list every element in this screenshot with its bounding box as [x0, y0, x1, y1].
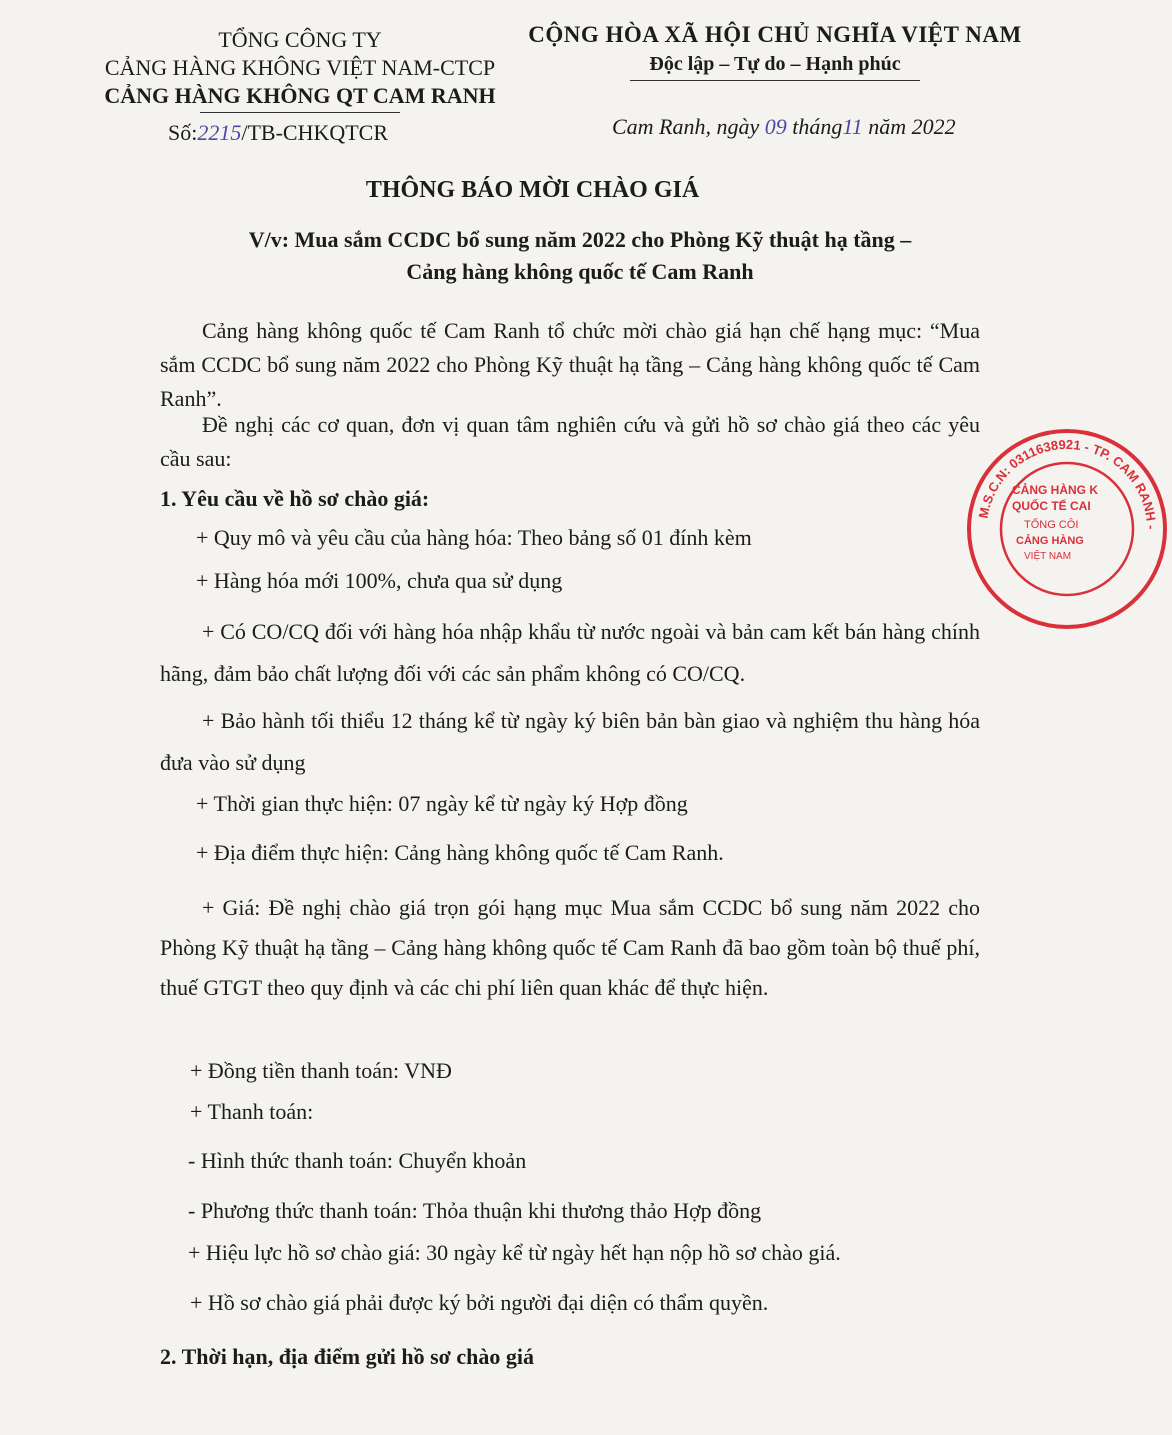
- issuer-name: CẢNG HÀNG KHÔNG QT CAM RANH: [104, 83, 496, 108]
- item-currency: + Đồng tiền thanh toán: VNĐ: [190, 1058, 452, 1083]
- item-time: + Thời gian thực hiện: 07 ngày kể từ ngày ký Hợp đồng: [196, 791, 688, 816]
- section-1-heading: 1. Yêu cầu về hồ sơ chào giá:: [160, 486, 430, 511]
- motto: Độc lập – Tự do – Hạnh phúc: [649, 53, 901, 75]
- item-payment-method: - Phương thức thanh toán: Thỏa thuận khi thương thảo Hợp đồng: [188, 1198, 762, 1223]
- docno-prefix: Số:: [168, 120, 198, 145]
- stamp-ring-text: M.S.C.N: 0311638921 - TP. CAM RANH -: [975, 436, 1160, 530]
- stamp-line5: VIỆT NAM: [1024, 551, 1072, 562]
- item-payment: + Thanh toán:: [190, 1099, 314, 1124]
- item-payment-form: - Hình thức thanh toán: Chuyển khoản: [188, 1148, 527, 1173]
- item-price: + Giá: Đề nghị chào giá trọn gói hạng mục Mua sắm CCDC bổ sung năm 2022 cho Phòng Kỹ thuật hạ tầng – Cảng hàng không quốc tế Cam Ranh đã bao gồm toàn bộ thuế phí, thuế GTGT theo quy định và các chi phí liên quan khác để thực hiện.: [160, 895, 980, 1000]
- company-seal-stamp: [962, 424, 1172, 634]
- document-title: THÔNG BÁO MỜI CHÀO GIÁ: [365, 177, 700, 203]
- subject-line2: Cảng hàng không quốc tế Cam Ranh: [406, 259, 754, 284]
- issuer-parent-line2: CẢNG HÀNG KHÔNG VIỆT NAM-CTCP: [104, 55, 496, 80]
- stamp-line1: CẢNG HÀNG K: [1012, 483, 1098, 497]
- issue-date: [612, 114, 956, 140]
- intro-paragraph: Cảng hàng không quốc tế Cam Ranh tổ chức mời chào giá hạn chế hạng mục: “Mua sắm CCDC bổ sung năm 2022 cho Phòng Kỹ thuật hạ tầng – Cảng hàng không quốc tế Cam Ranh”.: [160, 318, 980, 411]
- stamp-line4: CẢNG HÀNG: [1016, 535, 1084, 547]
- issuer-underline: [200, 112, 400, 113]
- docno-handwritten: 2215: [197, 120, 242, 145]
- section-2-heading: 2. Thời hạn, địa điểm gửi hồ sơ chào giá: [160, 1344, 534, 1369]
- item-signed: + Hồ sơ chào giá phải được ký bởi người đại diện có thẩm quyền.: [190, 1290, 769, 1315]
- issuer-parent-line1: TỔNG CÔNG TY: [218, 27, 382, 52]
- date-year: năm 2022: [868, 114, 956, 139]
- request-paragraph: Đề nghị các cơ quan, đơn vị quan tâm nghiên cứu và gửi hồ sơ chào giá theo các yêu cầu sau:: [160, 412, 980, 471]
- item-new: + Hàng hóa mới 100%, chưa qua sử dụng: [196, 568, 563, 593]
- motto-underline: [630, 80, 920, 81]
- item-warranty: + Bảo hành tối thiểu 12 tháng kể từ ngày ký biên bản bàn giao và nghiệm thu hàng hóa đưa vào sử dụng: [160, 708, 980, 775]
- docno-suffix: /TB-CHKQTCR: [241, 120, 389, 145]
- subject: [150, 224, 1010, 288]
- national-motto-block: [520, 20, 1030, 81]
- item-coq: + Có CO/CQ đối với hàng hóa nhập khẩu từ nước ngoài và bản cam kết bán hàng chính hãng, đảm bảo chất lượng đối với các sản phẩm không có CO/CQ.: [160, 619, 980, 686]
- date-day: 09: [764, 114, 787, 139]
- item-scale: + Quy mô và yêu cầu của hàng hóa: Theo bảng số 01 đính kèm: [196, 525, 752, 550]
- stamp-line2: QUỐC TẾ CAI: [1012, 499, 1091, 513]
- item-validity: + Hiệu lực hồ sơ chào giá: 30 ngày kể từ ngày hết hạn nộp hồ sơ chào giá.: [188, 1240, 841, 1265]
- subject-line1: V/v: Mua sắm CCDC bổ sung năm 2022 cho Phòng Kỹ thuật hạ tầng –: [248, 227, 912, 252]
- date-place: Cam Ranh, ngày: [612, 114, 760, 139]
- item-place: + Địa điểm thực hiện: Cảng hàng không quốc tế Cam Ranh.: [196, 840, 724, 865]
- date-month-label: tháng: [792, 114, 843, 139]
- nation-title: CỘNG HÒA XÃ HỘI CHỦ NGHĨA VIỆT NAM: [528, 22, 1022, 47]
- document-number: [168, 120, 388, 146]
- stamp-line3: TỔNG CÔI: [1024, 519, 1079, 531]
- issuer-block: [80, 26, 520, 113]
- date-month: 11: [842, 114, 863, 139]
